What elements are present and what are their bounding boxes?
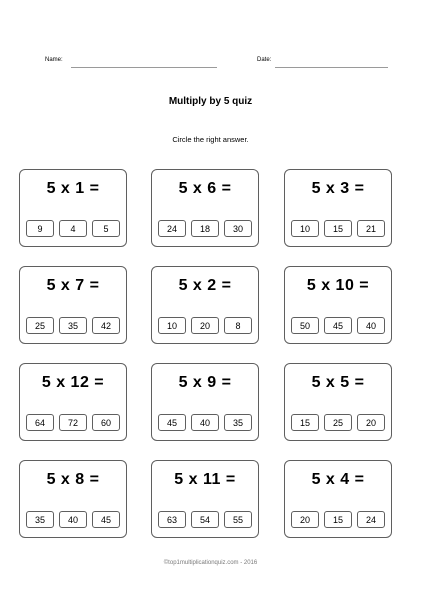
answer-option[interactable]: 72 <box>59 414 87 431</box>
footer-copyright: ©top1multiplicationquiz.com - 2016 <box>163 560 258 566</box>
answer-option[interactable]: 24 <box>158 220 186 237</box>
quiz-card <box>151 460 259 538</box>
quiz-card <box>284 460 392 538</box>
answer-option[interactable]: 50 <box>291 317 319 334</box>
question-text: 5 x 8 = <box>46 471 100 488</box>
answer-option[interactable]: 40 <box>59 511 87 528</box>
answer-option[interactable]: 45 <box>158 414 186 431</box>
answer-option[interactable]: 45 <box>92 511 120 528</box>
date-label: Date: <box>257 57 272 63</box>
question-text: 5 x 4 = <box>311 471 365 488</box>
answer-option[interactable]: 24 <box>357 511 385 528</box>
answer-option[interactable]: 4 <box>59 220 87 237</box>
answer-option[interactable]: 9 <box>26 220 54 237</box>
question-text: 5 x 2 = <box>178 277 232 294</box>
name-field[interactable] <box>71 67 217 68</box>
date-field[interactable] <box>275 67 388 68</box>
answer-option[interactable]: 54 <box>191 511 219 528</box>
question-text: 5 x 3 = <box>311 180 365 197</box>
answer-option[interactable]: 45 <box>324 317 352 334</box>
quiz-card <box>151 169 259 247</box>
answer-option[interactable]: 20 <box>191 317 219 334</box>
name-label: Name: <box>45 57 63 63</box>
answer-option[interactable]: 18 <box>191 220 219 237</box>
answer-option[interactable]: 35 <box>59 317 87 334</box>
answer-option[interactable]: 20 <box>291 511 319 528</box>
answer-option[interactable]: 63 <box>158 511 186 528</box>
quiz-card <box>19 460 127 538</box>
answer-option[interactable]: 35 <box>224 414 252 431</box>
answer-option[interactable]: 42 <box>92 317 120 334</box>
question-text: 5 x 7 = <box>46 277 100 294</box>
answer-option[interactable]: 8 <box>224 317 252 334</box>
question-text: 5 x 1 = <box>46 180 100 197</box>
answer-option[interactable]: 25 <box>324 414 352 431</box>
instruction-text: Circle the right answer. <box>172 135 249 144</box>
answer-option[interactable]: 35 <box>26 511 54 528</box>
quiz-card <box>19 363 127 441</box>
answer-option[interactable]: 60 <box>92 414 120 431</box>
answer-option[interactable]: 10 <box>291 220 319 237</box>
quiz-card <box>151 363 259 441</box>
answer-option[interactable]: 64 <box>26 414 54 431</box>
question-text: 5 x 12 = <box>41 374 105 391</box>
quiz-card <box>284 169 392 247</box>
answer-option[interactable]: 55 <box>224 511 252 528</box>
answer-option[interactable]: 21 <box>357 220 385 237</box>
answer-option[interactable]: 30 <box>224 220 252 237</box>
answer-option[interactable]: 15 <box>324 220 352 237</box>
question-text: 5 x 6 = <box>178 180 232 197</box>
question-text: 5 x 10 = <box>306 277 370 294</box>
quiz-card <box>151 266 259 344</box>
quiz-title: Multiply by 5 quiz <box>168 96 253 107</box>
answer-option[interactable]: 20 <box>357 414 385 431</box>
answer-option[interactable]: 25 <box>26 317 54 334</box>
question-text: 5 x 5 = <box>311 374 365 391</box>
answer-option[interactable]: 40 <box>191 414 219 431</box>
quiz-card <box>284 266 392 344</box>
answer-option[interactable]: 15 <box>291 414 319 431</box>
quiz-card <box>19 169 127 247</box>
quiz-card <box>284 363 392 441</box>
answer-option[interactable]: 10 <box>158 317 186 334</box>
answer-option[interactable]: 5 <box>92 220 120 237</box>
answer-option[interactable]: 15 <box>324 511 352 528</box>
question-text: 5 x 9 = <box>178 374 232 391</box>
quiz-card <box>19 266 127 344</box>
question-text: 5 x 11 = <box>174 471 236 488</box>
answer-option[interactable]: 40 <box>357 317 385 334</box>
